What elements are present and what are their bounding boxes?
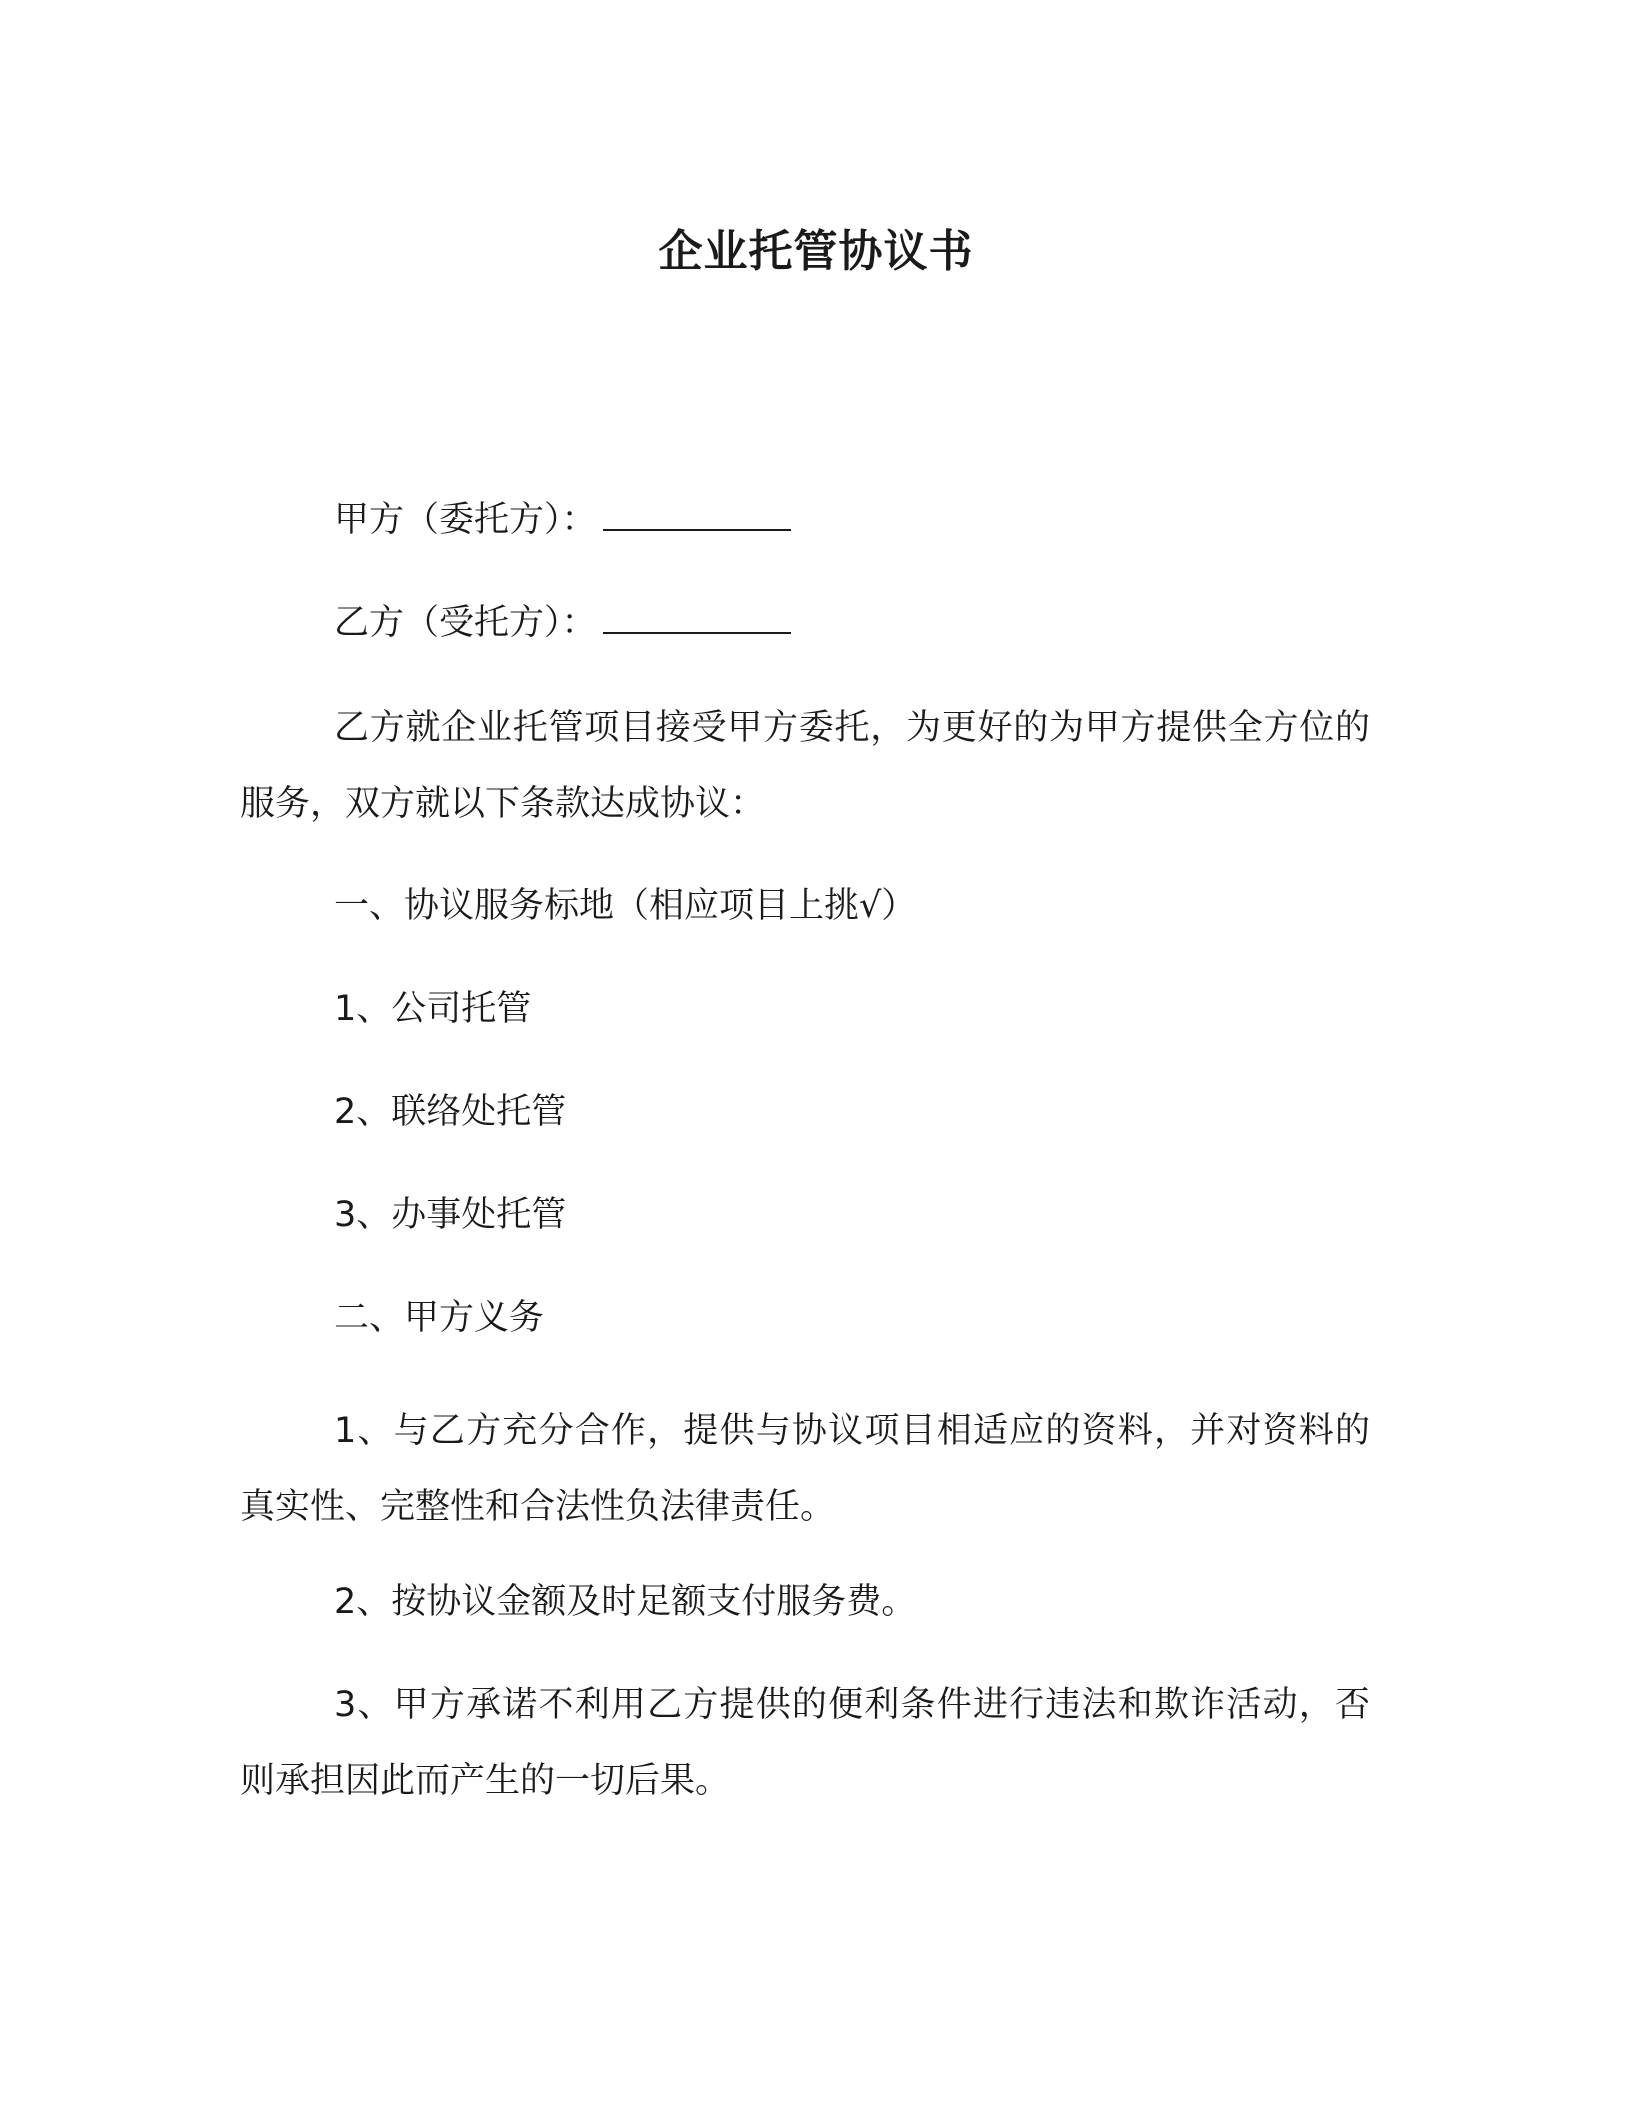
section2-item-3: 3、甲方承诺不利用乙方提供的便利条件进行违法和欺诈活动，否则承担因此而产生的一切后果。 xyxy=(240,1685,1370,1801)
section2-heading: 二、甲方义务 xyxy=(334,1298,545,1338)
section1-item-2: 2、联络处托管 xyxy=(334,1092,567,1132)
party-b-line xyxy=(334,593,791,653)
party-a-blank xyxy=(603,493,791,531)
intro-paragraph: 乙方就企业托管项目接受甲方委托，为更好的为甲方提供全方位的服务，双方就以下条款达成协议： xyxy=(240,708,1370,824)
document-title: 企业托管协议书 xyxy=(658,226,974,277)
party-b-label: 乙方（受托方）： xyxy=(334,603,597,643)
section1-item-3: 3、办事处托管 xyxy=(334,1195,567,1235)
section1-item-1: 1、公司托管 xyxy=(334,989,532,1029)
party-a-line xyxy=(334,490,791,550)
section1-heading: 一、协议服务标地（相应项目上挑√） xyxy=(334,886,917,926)
party-b-blank xyxy=(603,596,791,634)
section2-item-1: 1、与乙方充分合作，提供与协议项目相适应的资料，并对资料的真实性、完整性和合法性负法律责任。 xyxy=(240,1411,1370,1527)
party-a-label: 甲方（委托方）： xyxy=(334,500,597,540)
section2-item-2: 2、按协议金额及时足额支付服务费。 xyxy=(334,1582,917,1622)
